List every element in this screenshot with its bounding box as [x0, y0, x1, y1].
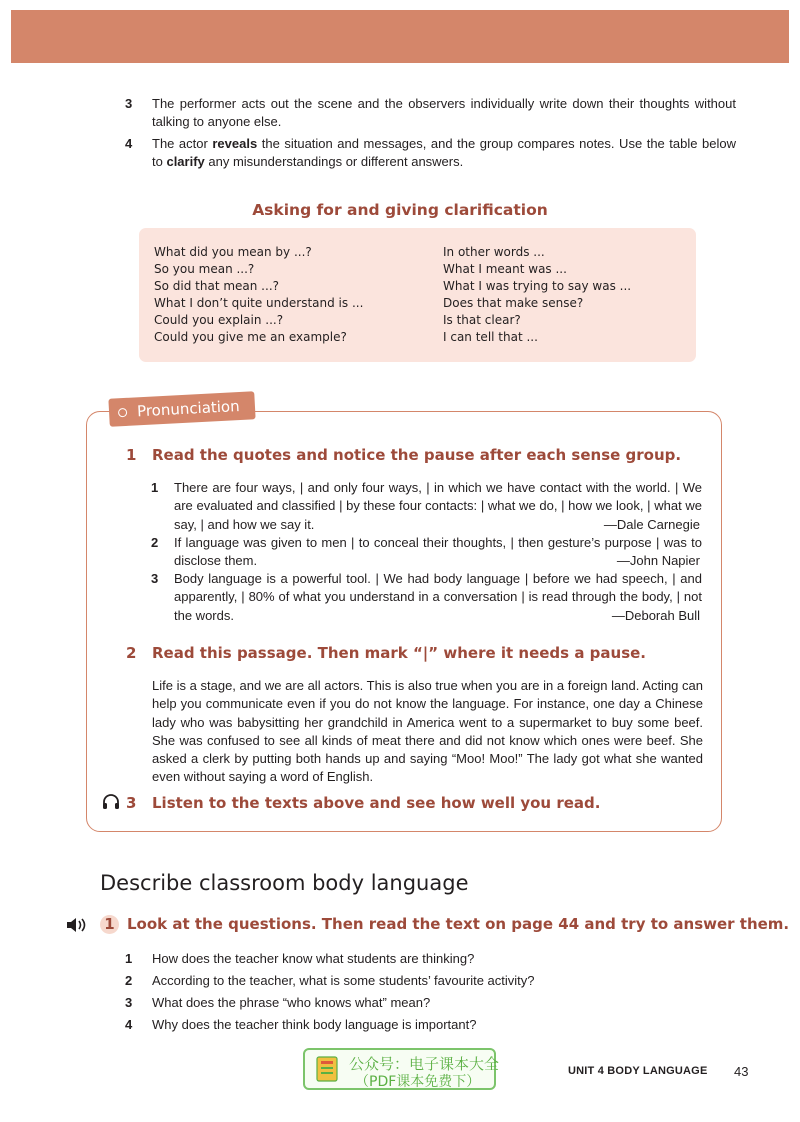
- step-number: 4: [125, 136, 133, 151]
- phrase: In other words ...: [443, 245, 545, 259]
- clarification-giving-column: [443, 244, 631, 346]
- phrase: Could you give me an example?: [154, 330, 347, 344]
- circle-icon: [118, 408, 127, 417]
- phrase: I can tell that ...: [443, 330, 538, 344]
- headphones-icon: [102, 794, 120, 810]
- clarification-asking-column: [154, 244, 363, 346]
- section-task-1: [100, 915, 789, 934]
- step-number: 3: [125, 96, 133, 111]
- step-text: The performer acts out the scene and the observers individually write down their thoughts without talking to anyone else.: [152, 96, 736, 129]
- task-number-badge: 1: [100, 915, 119, 934]
- clarification-title: Asking for and giving clarification: [252, 201, 548, 219]
- phrase: What I meant was ...: [443, 262, 567, 276]
- speaker-icon: [66, 917, 88, 933]
- stamp-line-2: （PDF课本免费下）: [355, 1074, 481, 1090]
- task-text: Look at the questions. Then read the text on page 44 and try to answer them.: [127, 915, 790, 933]
- top-banner: [11, 10, 789, 63]
- phrase: Is that clear?: [443, 313, 521, 327]
- quote-author: —John Napier: [616, 553, 700, 569]
- phrase: Could you explain ...?: [154, 313, 284, 327]
- keyword-clarify: clarify: [166, 154, 205, 169]
- quote-text: There are four ways, | and only four ways, | in which we have contact with the world. | We are evaluated and classified | by these four contacts: | what we do, | how we look, | what we say, | and how we say it.: [174, 480, 702, 532]
- quote-text: If language was given to men | to conceal their thoughts, | then gesture’s purpose | was to disclose them.: [174, 535, 702, 569]
- phrase: Does that make sense?: [443, 296, 584, 310]
- section-title: Describe classroom body language: [100, 871, 469, 895]
- footer-unit: UNIT 4 BODY LANGUAGE: [568, 1065, 708, 1077]
- phrase: What did you mean by ...?: [154, 245, 312, 259]
- watermark-stamp: [303, 1048, 500, 1090]
- book-icon: [314, 1055, 340, 1083]
- pronunciation-label: Pronunciation: [136, 396, 241, 421]
- quote-author: —Dale Carnegie: [603, 516, 700, 532]
- page-number: 43: [734, 1064, 749, 1079]
- clarification-box: [139, 228, 696, 362]
- quote-author: —Deborah Bull: [611, 607, 700, 623]
- quote-text: Body language is a powerful tool. | We had body language | before we had speech, | and apparently, | 80% of what you understand in a conversation | is read through the body, | not the words.: [174, 571, 702, 623]
- keyword-reveals: reveals: [212, 136, 258, 151]
- phrase: What I was trying to say was ...: [443, 279, 632, 293]
- step-text: The actor reveals the situation and messages, and the group compares notes. Use the table below to clarify any misunderstandings or different answers.: [152, 136, 736, 169]
- phrase: So you mean ...?: [154, 262, 255, 276]
- phrase: What I don’t quite understand is ...: [154, 296, 364, 310]
- phrase: So did that mean ...?: [154, 279, 279, 293]
- passage-text: Life is a stage, and we are all actors. This is also true when you are in a foreign land. Acting can help you communicate even if you do not know the language. For instance, one day a Chinese lady who was babysitting her grandchild in America went to a supermarket to buy some beef. She was confused to see all kinds of meat there and did not know which ones were beef. She asked a clerk by putting both hands up and saying “Moo! Moo!” The lady got what she wanted even without saying a word of English.: [152, 678, 703, 785]
- stamp-line-1: 公众号：电子课本大全: [349, 1055, 500, 1073]
